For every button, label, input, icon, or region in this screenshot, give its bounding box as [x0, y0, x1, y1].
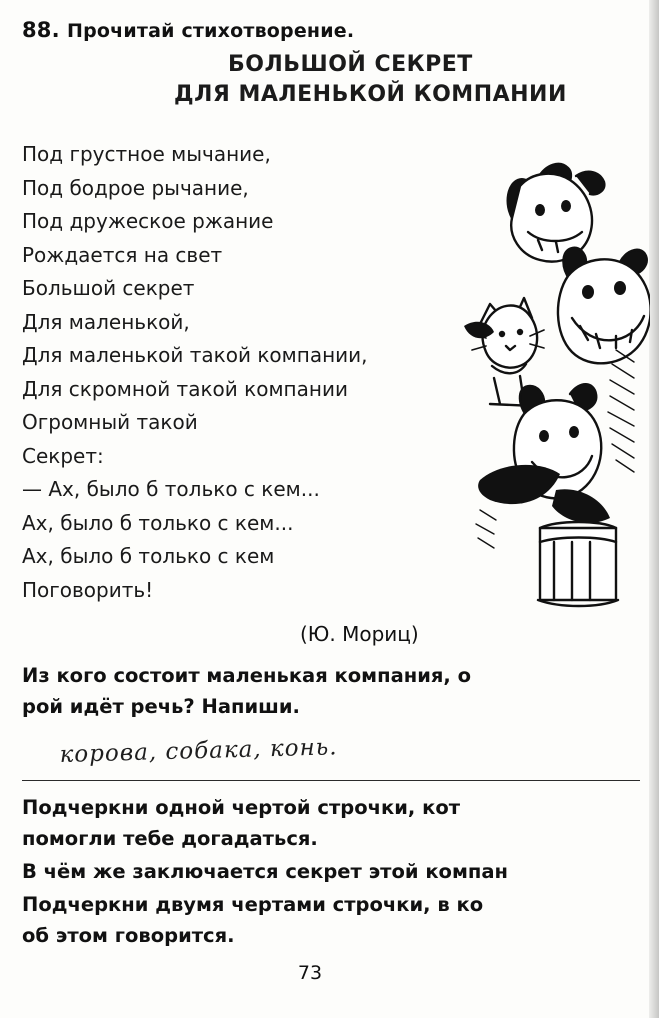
answer-rule-line — [22, 780, 640, 781]
poem-line: Секрет: — [22, 443, 104, 468]
poem-line: Для маленькой такой компании, — [22, 343, 368, 367]
exercise-heading — [22, 18, 354, 42]
question-line-2: рой идёт речь? Напиши. — [22, 695, 300, 718]
instruction-line: Подчеркни одной чертой строчки, кот — [22, 796, 461, 819]
poem-title — [150, 50, 570, 110]
poem-body — [22, 138, 442, 607]
poem-line: Под дружеское ржание — [22, 209, 274, 233]
poem-line: Для скромной такой компании — [22, 376, 348, 401]
poem-line: Ах, было б только с кем — [22, 544, 275, 568]
poem-line: Огромный такой — [22, 410, 198, 434]
poem-line: Под грустное мычание, — [22, 142, 271, 166]
cow-dog-cat-horse-icon — [420, 150, 650, 620]
poem-line: Ах, было б только с кем... — [22, 510, 294, 535]
exercise-task: Прочитай стихотворение. — [66, 20, 355, 42]
poem-line: Большой секрет — [22, 276, 195, 300]
instruction-line: Подчеркни двумя чертами строчки, в ко — [22, 893, 484, 916]
instruction-line: помогли тебе догадаться. — [22, 827, 318, 850]
instruction-item — [22, 792, 659, 854]
question-line-1: Из кого состоит маленькая компания, о — [22, 664, 471, 687]
instruction-line: об этом говорится. — [22, 924, 235, 947]
page-number: 73 — [297, 962, 323, 984]
handwritten-answer: корова, собака, конь. — [59, 734, 338, 768]
instructions — [22, 792, 659, 953]
answer-area[interactable] — [22, 734, 642, 786]
question-text — [22, 660, 659, 722]
poem-author: (Ю. Мориц) — [300, 622, 419, 646]
poem-title-line-2: ДЛЯ МАЛЕНЬКОЙ КОМПАНИИ — [174, 82, 567, 107]
instruction-item — [22, 856, 659, 887]
poem-line: Поговорить! — [22, 577, 154, 602]
instruction-item — [22, 889, 659, 951]
poem-title-line-1: БОЛЬШОЙ СЕКРЕТ — [228, 52, 473, 77]
page-edge-shadow — [649, 0, 659, 1018]
instruction-line: В чём же заключается секрет этой компан — [22, 860, 508, 883]
poem-line: — Ах, было б только с кем... — [22, 477, 320, 501]
poem-line: Для маленькой, — [22, 309, 190, 334]
poem-line: Под бодрое рычание, — [22, 175, 249, 200]
exercise-number: 88. — [22, 18, 60, 42]
poem-line: Рождается на свет — [22, 242, 223, 267]
